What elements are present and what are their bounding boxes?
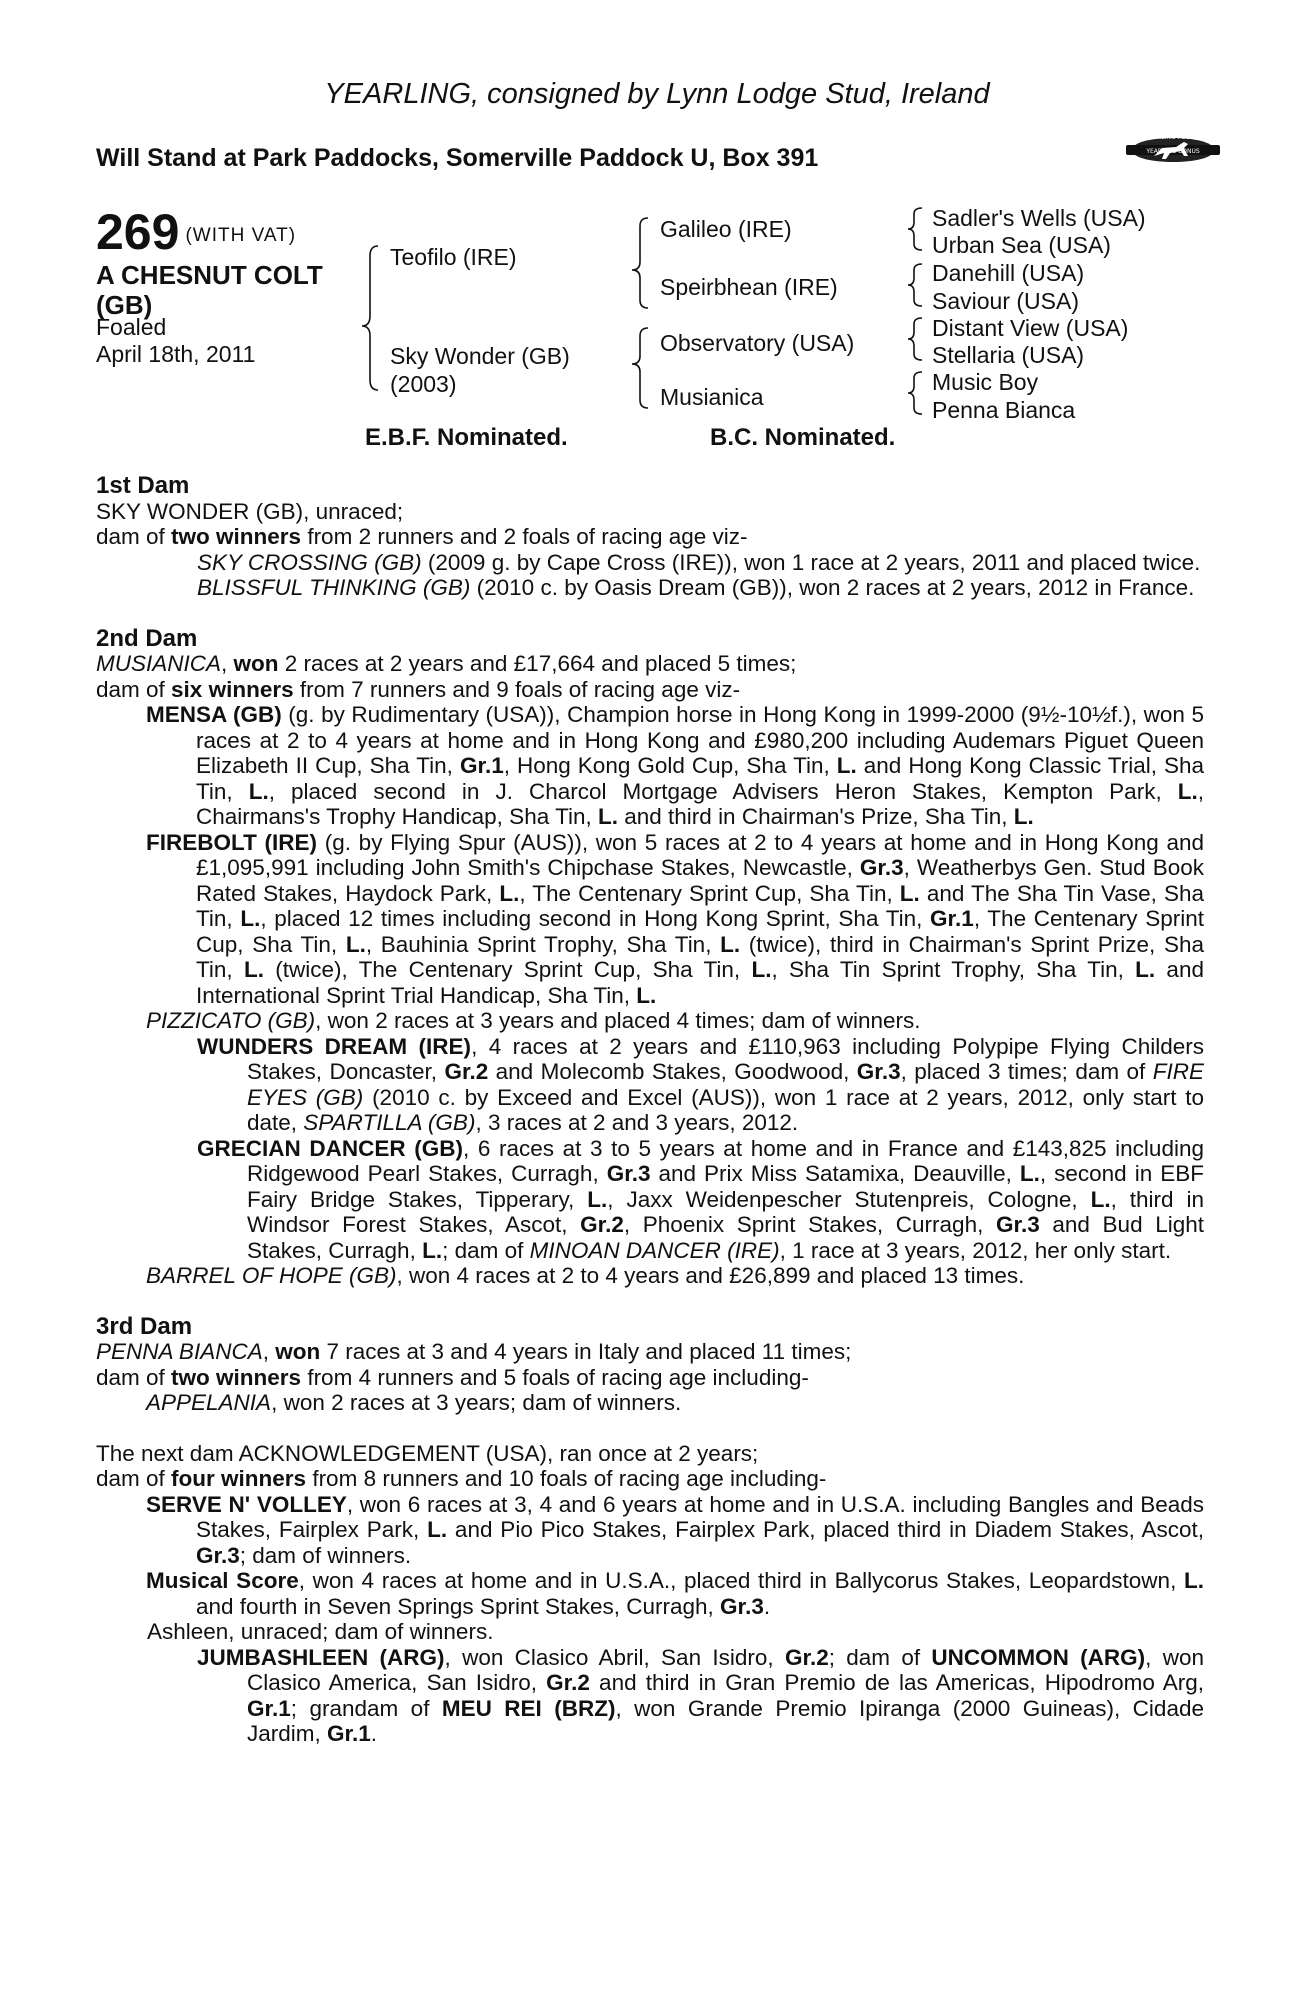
grandsire-3: Danehill (USA) [932,260,1085,286]
grandsire-7: Music Boy [932,369,1039,395]
bracket-gen3-3 [908,318,922,360]
granddam-2: Urban Sea (USA) [932,232,1111,258]
granddam-6: Stellaria (USA) [932,342,1085,368]
dam-year: (2003) [390,371,457,397]
sire-dam: Speirbhean (IRE) [660,274,838,300]
progeny-appelania: APPELANIA, won 2 races at 3 years; dam of winners. [146,1390,682,1415]
granddam-4: Saviour (USA) [932,288,1079,314]
third-dam-line: PENNA BIANCA, won 7 races at 3 and 4 years in Italy and placed 11 times; [96,1339,852,1364]
consignment-title: YEARLING, consigned by Lynn Lodge Stud, Ireland [324,78,990,110]
progeny-mensa: MENSA (GB) (g. by Rudimentary (USA)), Champion horse in Hong Kong in 1999-2000 (9½-10½f.), won 5 races at 2 to 4 years at home and in Hong Kong and £980,200 including Audemars Piguet Queen Elizabeth II Cup, Sha Tin, Gr.1, Hong Kong Gold Cup, Sha Tin, L. and Hong Kong Classic Trial, Sha Tin, L., placed second in J. Charcol Mortgage Advisers Heron Stakes, Kempton Park, L., Chairmans's Trophy Handicap, Sha Tin, L. and third in Chairman's Prize, Sha Tin, L. [146,702,1205,829]
pedigree-brackets [0,0,1314,470]
first-dam-line: SKY WONDER (GB), unraced; [96,498,404,524]
granddam-8: Penna Bianca [932,397,1076,423]
progeny-musical-score: Musical Score, won 4 races at home and in U.S.A., placed third in Ballycorus Stakes, Leopardstown, L. and fourth in Seven Springs Sprint Stakes, Curragh, Gr.3. [146,1568,1204,1619]
third-dam-summary: dam of two winners from 4 runners and 5 foals of racing age including- [96,1364,809,1390]
bracket-gen1 [362,246,378,390]
location-line: Will Stand at Park Paddocks, Somerville Paddock U, Box 391 [96,144,819,172]
bracket-gen3-2 [908,264,922,306]
vat-label: (WITH VAT) [185,224,297,246]
third-dam-heading: 3rd Dam [96,1312,193,1340]
grandsire-5: Distant View (USA) [932,315,1129,341]
progeny-ashleen: Ashleen, unraced; dam of winners. [147,1619,494,1644]
first-dam-summary: dam of two winners from 2 runners and 2 foals of racing age viz- [96,524,748,549]
progeny-grecian-dancer: GRECIAN DANCER (GB), 6 races at 3 to 5 years at home and in France and £143,825 including Ridgewood Pearl Stakes, Curragh, Gr.3 and Prix Miss Satamixa, Deauville, L., second in EBF Fairy Bridge Stakes, Tipperary, L., Jaxx Weidenpescher Stutenpreis, Cologne, L., third in Windsor Forest Stakes, Ascot, Gr.2, Phoenix Sprint Stakes, Curragh, Gr.3 and Bud Light Stakes, Curragh, L.; dam of MINOAN DANCER (IRE), 1 race at 3 years, 2012, her only start. [197,1135,1205,1263]
second-dam-summary: dam of six winners from 7 runners and 9 foals of racing age viz- [96,676,741,702]
progeny-wunders-dream: WUNDERS DREAM (IRE), 4 races at 2 years and £110,963 including Polypipe Flying Childers Stakes, Doncaster, Gr.2 and Molecomb Stakes, Goodwood, Gr.3, placed 3 times; dam of FIRE EYES (GB) (2010 c. by Exceed and Excel (AUS)), won 1 race at 2 years, 2012, only start to date, SPARTILLA (GB), 3 races at 2 and 3 years, 2012. [197,1033,1204,1135]
logo-text-top: RACING POST [1152,134,1194,141]
logo-text-mid: YEARLING BONUS [1146,148,1200,155]
dam: Sky Wonder (GB) [390,343,570,369]
dam-sire: Observatory (USA) [660,330,855,356]
bc-nominated: B.C. Nominated. [710,424,896,451]
progeny-entry: SKY CROSSING (GB) (2009 g. by Cape Cross (IRE)), won 1 race at 2 years, 2011 and placed twice. [197,549,1201,575]
second-dam-heading: 2nd Dam [96,624,198,652]
progeny-jumbashleen: JUMBASHLEEN (ARG), won Clasico Abril, San Isidro, Gr.2; dam of UNCOMMON (ARG), won Clasico America, San Isidro, Gr.2 and third in Gran Premio de las Americas, Hipodromo Arg, Gr.1; grandam of MEU REI (BRZ), won Grande Premio Ipiranga (2000 Guineas), Cidade Jardim, Gr.1. [197,1644,1204,1746]
progeny-serve-n-volley: SERVE N' VOLLEY, won 6 races at 3, 4 and 6 years at home and in U.S.A. including Bangles and Beads Stakes, Fairplex Park, L. and Pio Pico Stakes, Fairplex Park, placed third in Diadem Stakes, Ascot, Gr.3; dam of winners. [146,1491,1204,1568]
dam-dam: Musianica [660,384,764,410]
pedigree-notes [96,473,1204,1747]
progeny-entry: BLISSFUL THINKING (GB) (2010 c. by Oasis Dream (GB)), won 2 races at 2 years, 2012 in France. [197,575,1195,600]
lot-number: 269 (WITH VAT) [96,204,297,260]
next-dam-summary: dam of four winners from 8 runners and 10 foals of racing age including- [96,1466,827,1491]
progeny-firebolt: FIREBOLT (IRE) (g. by Flying Spur (AUS)), won 5 races at 2 to 4 years at home and in Hong Kong and £1,095,991 including John Smith's Chipchase Stakes, Newcastle, Gr.3, Weatherbys Gen. Stud Book Rated Stakes, Haydock Park, L., The Centenary Sprint Cup, Sha Tin, L. and The Sha Tin Vase, Sha Tin, L., placed 12 times including second in Hong Kong Sprint, Sha Tin, Gr.1, The Centenary Sprint Cup, Sha Tin, L., Bauhinia Sprint Trophy, Sha Tin, L. (twice), third in Chairman's Sprint Prize, Sha Tin, L. (twice), The Centenary Sprint Cup, Sha Tin, L., Sha Tin Sprint Trophy, Sha Tin, L. and International Sprint Trial Handicap, Sha Tin, L. [146,829,1205,1008]
bracket-gen3-4 [908,372,922,414]
bracket-gen3-1 [908,208,922,250]
second-dam-line: MUSIANICA, won 2 races at 2 years and £17,664 and placed 5 times; [96,651,797,676]
lot-description: A CHESNUT COLT (GB) [96,260,323,320]
next-dam-line: The next dam ACKNOWLEDGEMENT (USA), ran once at 2 years; [96,1440,759,1466]
progeny-barrel-of-hope: BARREL OF HOPE (GB), won 4 races at 2 to 4 years and £26,899 and placed 13 times. [146,1263,1025,1288]
first-dam-heading: 1st Dam [96,472,190,499]
ebf-nominated: E.B.F. Nominated. [365,424,568,451]
bracket-gen2-bottom [632,328,648,408]
sire: Teofilo (IRE) [390,244,517,270]
foaled-info: Foaled April 18th, 2011 [96,314,256,367]
logo-text-bottom: £10,000 [1157,162,1189,170]
grandsire-1: Sadler's Wells (USA) [932,205,1146,231]
bracket-gen2-top [632,218,648,308]
sire-sire: Galileo (IRE) [660,216,792,242]
progeny-pizzicato: PIZZICATO (GB), won 2 races at 3 years and placed 4 times; dam of winners. [146,1008,921,1033]
